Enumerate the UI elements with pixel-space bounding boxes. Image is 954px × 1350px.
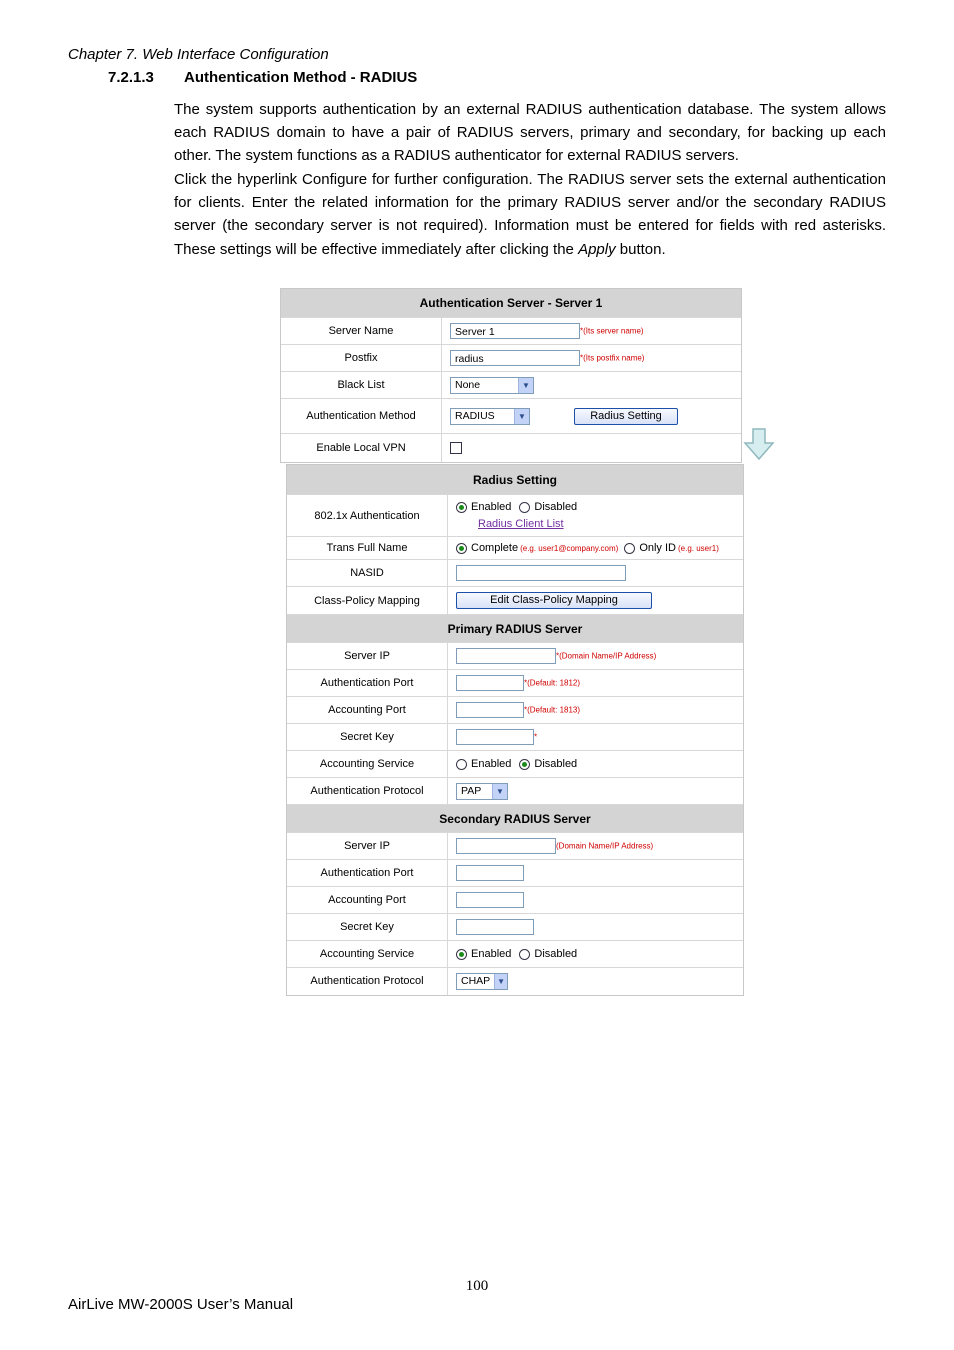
auth-method-select[interactable] <box>450 408 530 425</box>
paragraph-text-end: button. <box>615 240 666 258</box>
chevron-down-icon: ▼ <box>514 409 529 424</box>
auth-method-value: RADIUS <box>455 409 495 422</box>
down-arrow-icon <box>742 428 776 462</box>
primary-acct-enabled-radio[interactable] <box>456 759 467 770</box>
secondary-server-title: Secondary RADIUS Server <box>287 805 743 833</box>
apply-emphasis: Apply <box>578 240 616 258</box>
server-name-label: Server Name <box>281 318 442 345</box>
primary-server-ip-note: *(Domain Name/IP Address) <box>556 651 657 661</box>
secondary-acct-port-input[interactable] <box>456 892 524 908</box>
primary-protocol-value: PAP <box>461 784 482 797</box>
secondary-server-ip-label: Server IP <box>287 833 448 860</box>
server-name-note: *(Its server name) <box>580 326 644 336</box>
primary-acct-disabled-radio[interactable] <box>519 759 530 770</box>
secondary-protocol-select[interactable] <box>456 973 508 990</box>
chevron-down-icon: ▼ <box>518 378 533 393</box>
section-number: 7.2.1.3 <box>108 69 154 86</box>
local-vpn-checkbox[interactable] <box>450 442 462 454</box>
primary-protocol-select[interactable] <box>456 783 508 800</box>
secondary-secret-label: Secret Key <box>287 914 448 941</box>
complete-label: Complete <box>471 542 519 555</box>
primary-server-ip-label: Server IP <box>287 643 448 670</box>
chevron-down-icon: ▼ <box>492 784 507 799</box>
paragraph-instructions <box>174 168 886 261</box>
primary-secret-input[interactable] <box>456 729 534 745</box>
secondary-protocol-value: CHAP <box>461 974 491 987</box>
paragraph-text: Click the hyperlink Configure for further configuration. The RADIUS server sets the external authentication for clients. Enter the related information for the primary RADIUS server and/or the secondary RADIUS server (the secondary server is not required). Information must be entered for fields with red asterisks. These settings will be effective immediately after clicking the <box>174 171 886 258</box>
primary-auth-port-label: Authentication Port <box>287 670 448 697</box>
secondary-acct-enabled-radio[interactable] <box>456 949 467 960</box>
secondary-acct-enabled-label: Enabled <box>471 948 512 961</box>
manual-title: AirLive MW-2000S User’s Manual <box>68 1296 294 1313</box>
dot1x-enabled-radio[interactable] <box>456 502 467 513</box>
primary-acct-enabled-label: Enabled <box>471 758 512 771</box>
chapter-heading: Chapter 7. Web Interface Configuration <box>68 46 329 63</box>
primary-acct-service-label: Accounting Service <box>287 751 448 778</box>
primary-acct-port-note: *(Default: 1813) <box>524 705 581 715</box>
primary-server-title: Primary RADIUS Server <box>287 615 743 643</box>
auth-server-panel <box>280 288 742 463</box>
primary-acct-port-label: Accounting Port <box>287 697 448 724</box>
secondary-auth-port-input[interactable] <box>456 865 524 881</box>
edit-class-policy-button[interactable]: Edit Class-Policy Mapping <box>456 592 652 609</box>
secondary-acct-disabled-label: Disabled <box>534 948 578 961</box>
dot1x-disabled-label: Disabled <box>534 500 578 513</box>
trans-full-name-label: Trans Full Name <box>287 537 448 560</box>
auth-server-title: Authentication Server - Server 1 <box>281 289 741 318</box>
only-id-example: (e.g. user1) <box>678 543 719 553</box>
black-list-label: Black List <box>281 372 442 399</box>
primary-acct-port-input[interactable] <box>456 702 524 718</box>
local-vpn-label: Enable Local VPN <box>281 434 442 462</box>
primary-auth-port-note: *(Default: 1812) <box>524 678 581 688</box>
dot1x-disabled-radio[interactable] <box>519 502 530 513</box>
primary-auth-port-input[interactable] <box>456 675 524 691</box>
radius-client-list-link[interactable]: Radius Client List <box>478 517 564 530</box>
radius-setting-button[interactable]: Radius Setting <box>574 408 678 425</box>
postfix-label: Postfix <box>281 345 442 372</box>
secondary-protocol-label: Authentication Protocol <box>287 968 448 995</box>
section-title: Authentication Method - RADIUS <box>184 69 418 86</box>
postfix-input[interactable]: radius <box>450 350 580 366</box>
dot1x-enabled-label: Enabled <box>471 500 512 513</box>
only-id-radio[interactable] <box>624 543 635 554</box>
primary-secret-label: Secret Key <box>287 724 448 751</box>
black-list-select[interactable] <box>450 377 534 394</box>
auth-method-label: Authentication Method <box>281 399 442 434</box>
black-list-value: None <box>455 378 481 391</box>
radius-setting-title: Radius Setting <box>287 465 743 495</box>
server-name-input[interactable]: Server 1 <box>450 323 580 339</box>
nasid-label: NASID <box>287 560 448 587</box>
secondary-acct-disabled-radio[interactable] <box>519 949 530 960</box>
section-heading <box>108 69 417 86</box>
secondary-acct-port-label: Accounting Port <box>287 887 448 914</box>
class-policy-label: Class-Policy Mapping <box>287 587 448 615</box>
primary-acct-disabled-label: Disabled <box>534 758 578 771</box>
primary-server-ip-input[interactable] <box>456 648 556 664</box>
paragraph-intro: The system supports authentication by an external RADIUS authentication database. The system allows each RADIUS domain to have a pair of RADIUS servers, primary and secondary, for backing up each other. The system functions as a RADIUS authenticator for external RADIUS servers. <box>174 101 886 165</box>
secondary-auth-port-label: Authentication Port <box>287 860 448 887</box>
complete-radio[interactable] <box>456 543 467 554</box>
chevron-down-icon: ▼ <box>494 974 507 989</box>
complete-example: (e.g. user1@company.com) <box>520 543 619 553</box>
primary-protocol-label: Authentication Protocol <box>287 778 448 805</box>
dot1x-label: 802.1x Authentication <box>287 495 448 537</box>
secondary-server-ip-note: (Domain Name/IP Address) <box>556 841 654 851</box>
primary-secret-note: * <box>534 732 538 742</box>
secondary-secret-input[interactable] <box>456 919 534 935</box>
secondary-acct-service-label: Accounting Service <box>287 941 448 968</box>
nasid-input[interactable] <box>456 565 626 581</box>
secondary-server-ip-input[interactable] <box>456 838 556 854</box>
postfix-note: *(Its postfix name) <box>580 353 645 363</box>
page-number: 100 <box>465 1278 489 1294</box>
radius-setting-panel <box>286 464 744 996</box>
only-id-label: Only ID <box>639 542 676 555</box>
